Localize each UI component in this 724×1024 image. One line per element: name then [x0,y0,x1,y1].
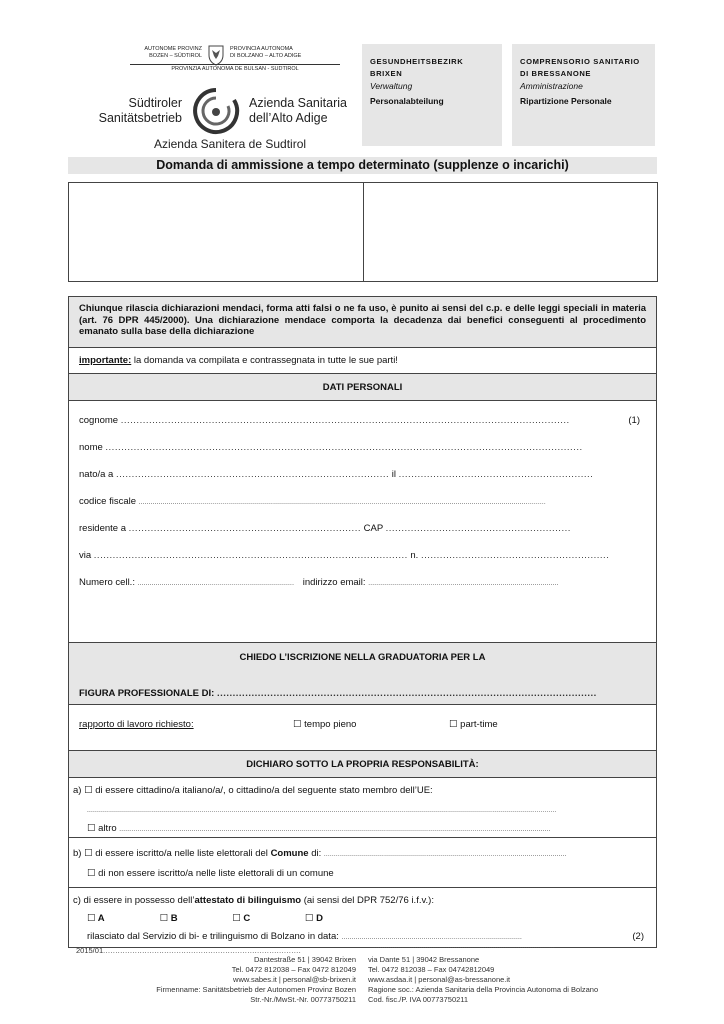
brand-left [96,96,182,126]
citizenship-state-field[interactable] [73,802,652,817]
footnote-ref: (2) [632,931,644,942]
tax-code-label: codice fiscale [79,496,137,507]
email-label: indirizzo email: [302,577,366,588]
bilingual-bold: attestato di bilinguismo [194,895,302,906]
citizenship-checkbox[interactable]: a) ☐ di essere cittadino/a italiano/a/, o cittadino/a del seguente stato membro dell’UE: [73,785,433,796]
brand-left-line: Südtiroler [128,96,182,110]
brand-right-line: Azienda Sanitaria [249,96,347,110]
stamp-box-right[interactable] [363,183,658,281]
not-registered-checkbox[interactable]: ☐ di non essere iscritto/a nelle liste elettorali di un comune [87,868,334,879]
employment-type-label: rapporto di lavoro richiesto: [79,719,194,730]
house-number-label: n. [410,550,419,561]
brand-left-line: Sanitätsbetrieb [98,111,182,125]
crest-left-line: BOZEN – SÜDTIROL [149,52,202,59]
request-heading: CHIEDO L’ISCRIZIONE NELLA GRADUATORIA PER LA [239,652,486,663]
issued-label: rilasciato dal Servizio di bi- e trilinguismo di Bolzano in data: [87,931,339,942]
citizenship-other-field[interactable] [73,821,652,836]
dotted-line: ......................................................................................................................... [216,688,597,699]
bilingual-date-field[interactable] [73,929,652,944]
dotted-line: .......................................................................................................................................................................................................................................... [87,807,557,814]
district-title [520,56,647,79]
crest-header [130,44,340,74]
contact-field[interactable] [79,575,646,590]
section-heading-declaration: DICHIARO SOTTO LA PROPRIA RESPONSABILITÀ: [69,750,656,777]
legal-warning: Chiunque rilascia dichiarazioni mendaci, forma atti falsi o ne fa uso, è punito ai sensi del c.p. e delle leggi speciali in materia (art. 76 DPR 445/2000). Una dichiarazione mendace comporta la decadenza dai benefici conseguenti al procedimento emanato sulla base della dichiarazione [69,297,656,347]
electoral-checkbox[interactable]: b) ☐ di essere iscritto/a nelle liste elettorali del [73,848,271,859]
level-a-checkbox[interactable]: ☐ A [87,913,105,924]
full-time-checkbox[interactable]: ☐ tempo pieno [293,719,357,730]
footer-line: Tel. 0472 812038 – Fax 0472 812049 [231,965,356,974]
bilingual-section [69,887,656,947]
form-version [76,946,301,955]
profession-label: FIGURA PROFESSIONALE DI: [79,688,215,699]
footer-line: Tel. 0472 812038 – Fax 04742812049 [368,965,495,974]
crest-right-line: DI BOLZANO – ALTO ADIGE [230,52,302,59]
divider [130,64,340,65]
district-sub: Verwaltung [370,81,413,91]
comune-label: Comune [270,848,309,859]
surname-field[interactable] [79,413,646,428]
stamp-box-left[interactable] [69,183,363,281]
application-form [68,296,657,948]
footer-line: Ragione soc.: Azienda Sanitaria della Provincia Autonoma di Bolzano [368,985,599,994]
electoral-section [69,837,656,887]
district-sub: Amministrazione [520,81,583,91]
crest-subtitle: PROVINZIA AUTONOMA DE BULSAN - SUDTIROL [171,66,299,72]
birthdate-label: il [391,469,396,480]
footer-line: Dantestraße 51 | 39042 Brixen [253,955,356,964]
dotted-line: ........................................................................................................................................................ [105,442,583,453]
dotted-line: ............................................................................................................................................... [120,415,570,426]
footer-address-it [368,955,658,1005]
electoral-suffix: di: [308,848,322,859]
bilingual-suffix: (ai sensi del DPR 752/76 i.f.v.): [301,895,434,906]
footer-line: www.sabes.it | personal@sb-brixen.it [233,975,356,984]
level-c-checkbox[interactable]: ☐ C [232,913,251,924]
page-title: Domanda di ammissione a tempo determinato (supplenze o incarichi) [68,157,657,174]
other-checkbox[interactable]: ☐ altro [87,823,117,834]
section-heading-personal: DATI PERSONALI [69,373,656,400]
dotted-line: .......................................................................................... [341,934,523,941]
residence-field[interactable] [79,521,646,536]
profession-field[interactable] [79,687,646,701]
footer-dotted-line: ............................................................................................... [370,943,555,950]
district-title-line: COMPRENSORIO SANITARIO [520,57,640,66]
dotted-line: .................................................................................................... [93,550,408,561]
brand-right-line: dell’Alto Adige [249,111,328,125]
electoral-registered-field[interactable] [73,846,652,861]
dotted-line: ......................................................................................................................... [323,851,567,858]
crest-left-line: AUTONOME PROVINZ [144,46,202,52]
azienda-logo-icon [188,86,244,136]
dotted-line: ........................................................... [385,523,571,534]
crest-right-text [230,46,340,59]
district-title-line: DI BRESSANONE [520,68,592,78]
dotted-line: .............................................................. [398,469,594,480]
dotted-line: .......................................................................... [128,523,361,534]
bilingual-prefix: c) di essere in possesso dell’ [73,895,195,906]
crest-left-text [130,46,202,59]
brand-ladin: Azienda Sanitera de Sudtirol [153,137,307,151]
citizenship-section [69,777,656,837]
name-field[interactable] [79,440,646,455]
important-text: la domanda va compilata e contrassegnata in tutte le sue parti! [133,355,398,366]
footer-line: Cod. fisc./P. IVA 00773750211 [368,995,469,1004]
personal-data-section [69,400,656,642]
request-section [69,642,656,704]
dotted-line: ............................................................ [420,550,610,561]
birth-field[interactable] [79,467,646,482]
residence-label: residente a [79,523,127,534]
crest-right-line: PROVINCIA AUTONOMA [230,46,293,52]
district-box-de [362,44,502,146]
part-time-checkbox[interactable]: ☐ part-time [449,719,498,730]
footnote-ref: (1) [628,415,640,426]
postcode-label: CAP [363,523,383,534]
level-b-checkbox[interactable]: ☐ B [159,913,178,924]
dotted-line: ........................................................................................................................................................................................................... [138,499,546,506]
dotted-line: ............................................................................................... [368,580,559,587]
bilingual-statement [73,894,652,908]
coat-of-arms-icon [206,44,226,66]
level-d-checkbox[interactable]: ☐ D [304,913,323,924]
street-label: via [79,550,92,561]
dotted-line: ....................................................................................................................................................................................................................... [119,826,551,833]
district-title [370,56,494,79]
name-label: nome [79,442,103,453]
surname-label: cognome [79,415,119,426]
footer-line: www.asdaa.it | personal@as-bressanone.it [368,975,511,984]
dotted-line: ....................................................................................... [115,469,390,480]
district-title-line: BRIXEN [370,68,403,78]
footer-line: Firmenname: Sanitätsbetrieb der Autonomen Provinz Bozen [156,985,356,994]
version-date: 2015/01 [76,946,104,955]
phone-label: Numero cell.: [79,577,135,588]
footer-address-de [90,955,356,1005]
birthplace-label: nato/a a [79,469,114,480]
tax-code-field[interactable] [79,494,646,509]
employment-type-section [69,704,656,750]
dotted-line: ................................................................................. [103,948,302,955]
district-title-line: GESUNDHEITSBEZIRK [370,57,464,66]
important-label: importante: [79,355,132,366]
stamp-area [68,182,658,282]
important-note [69,347,656,373]
bilingual-levels [73,912,652,926]
district-dept: Ripartizione Personale [520,95,612,106]
brand-right [249,96,359,126]
street-field[interactable] [79,548,646,563]
footer-line: via Dante 51 | 39042 Bressanone [368,955,480,964]
dotted-line: .............................................................................. [137,580,295,587]
footer-line: Str.-Nr./MwSt.-Nr. 00773750211 [250,995,356,1004]
district-box-it [512,44,655,146]
district-dept: Personalabteilung [370,95,444,106]
